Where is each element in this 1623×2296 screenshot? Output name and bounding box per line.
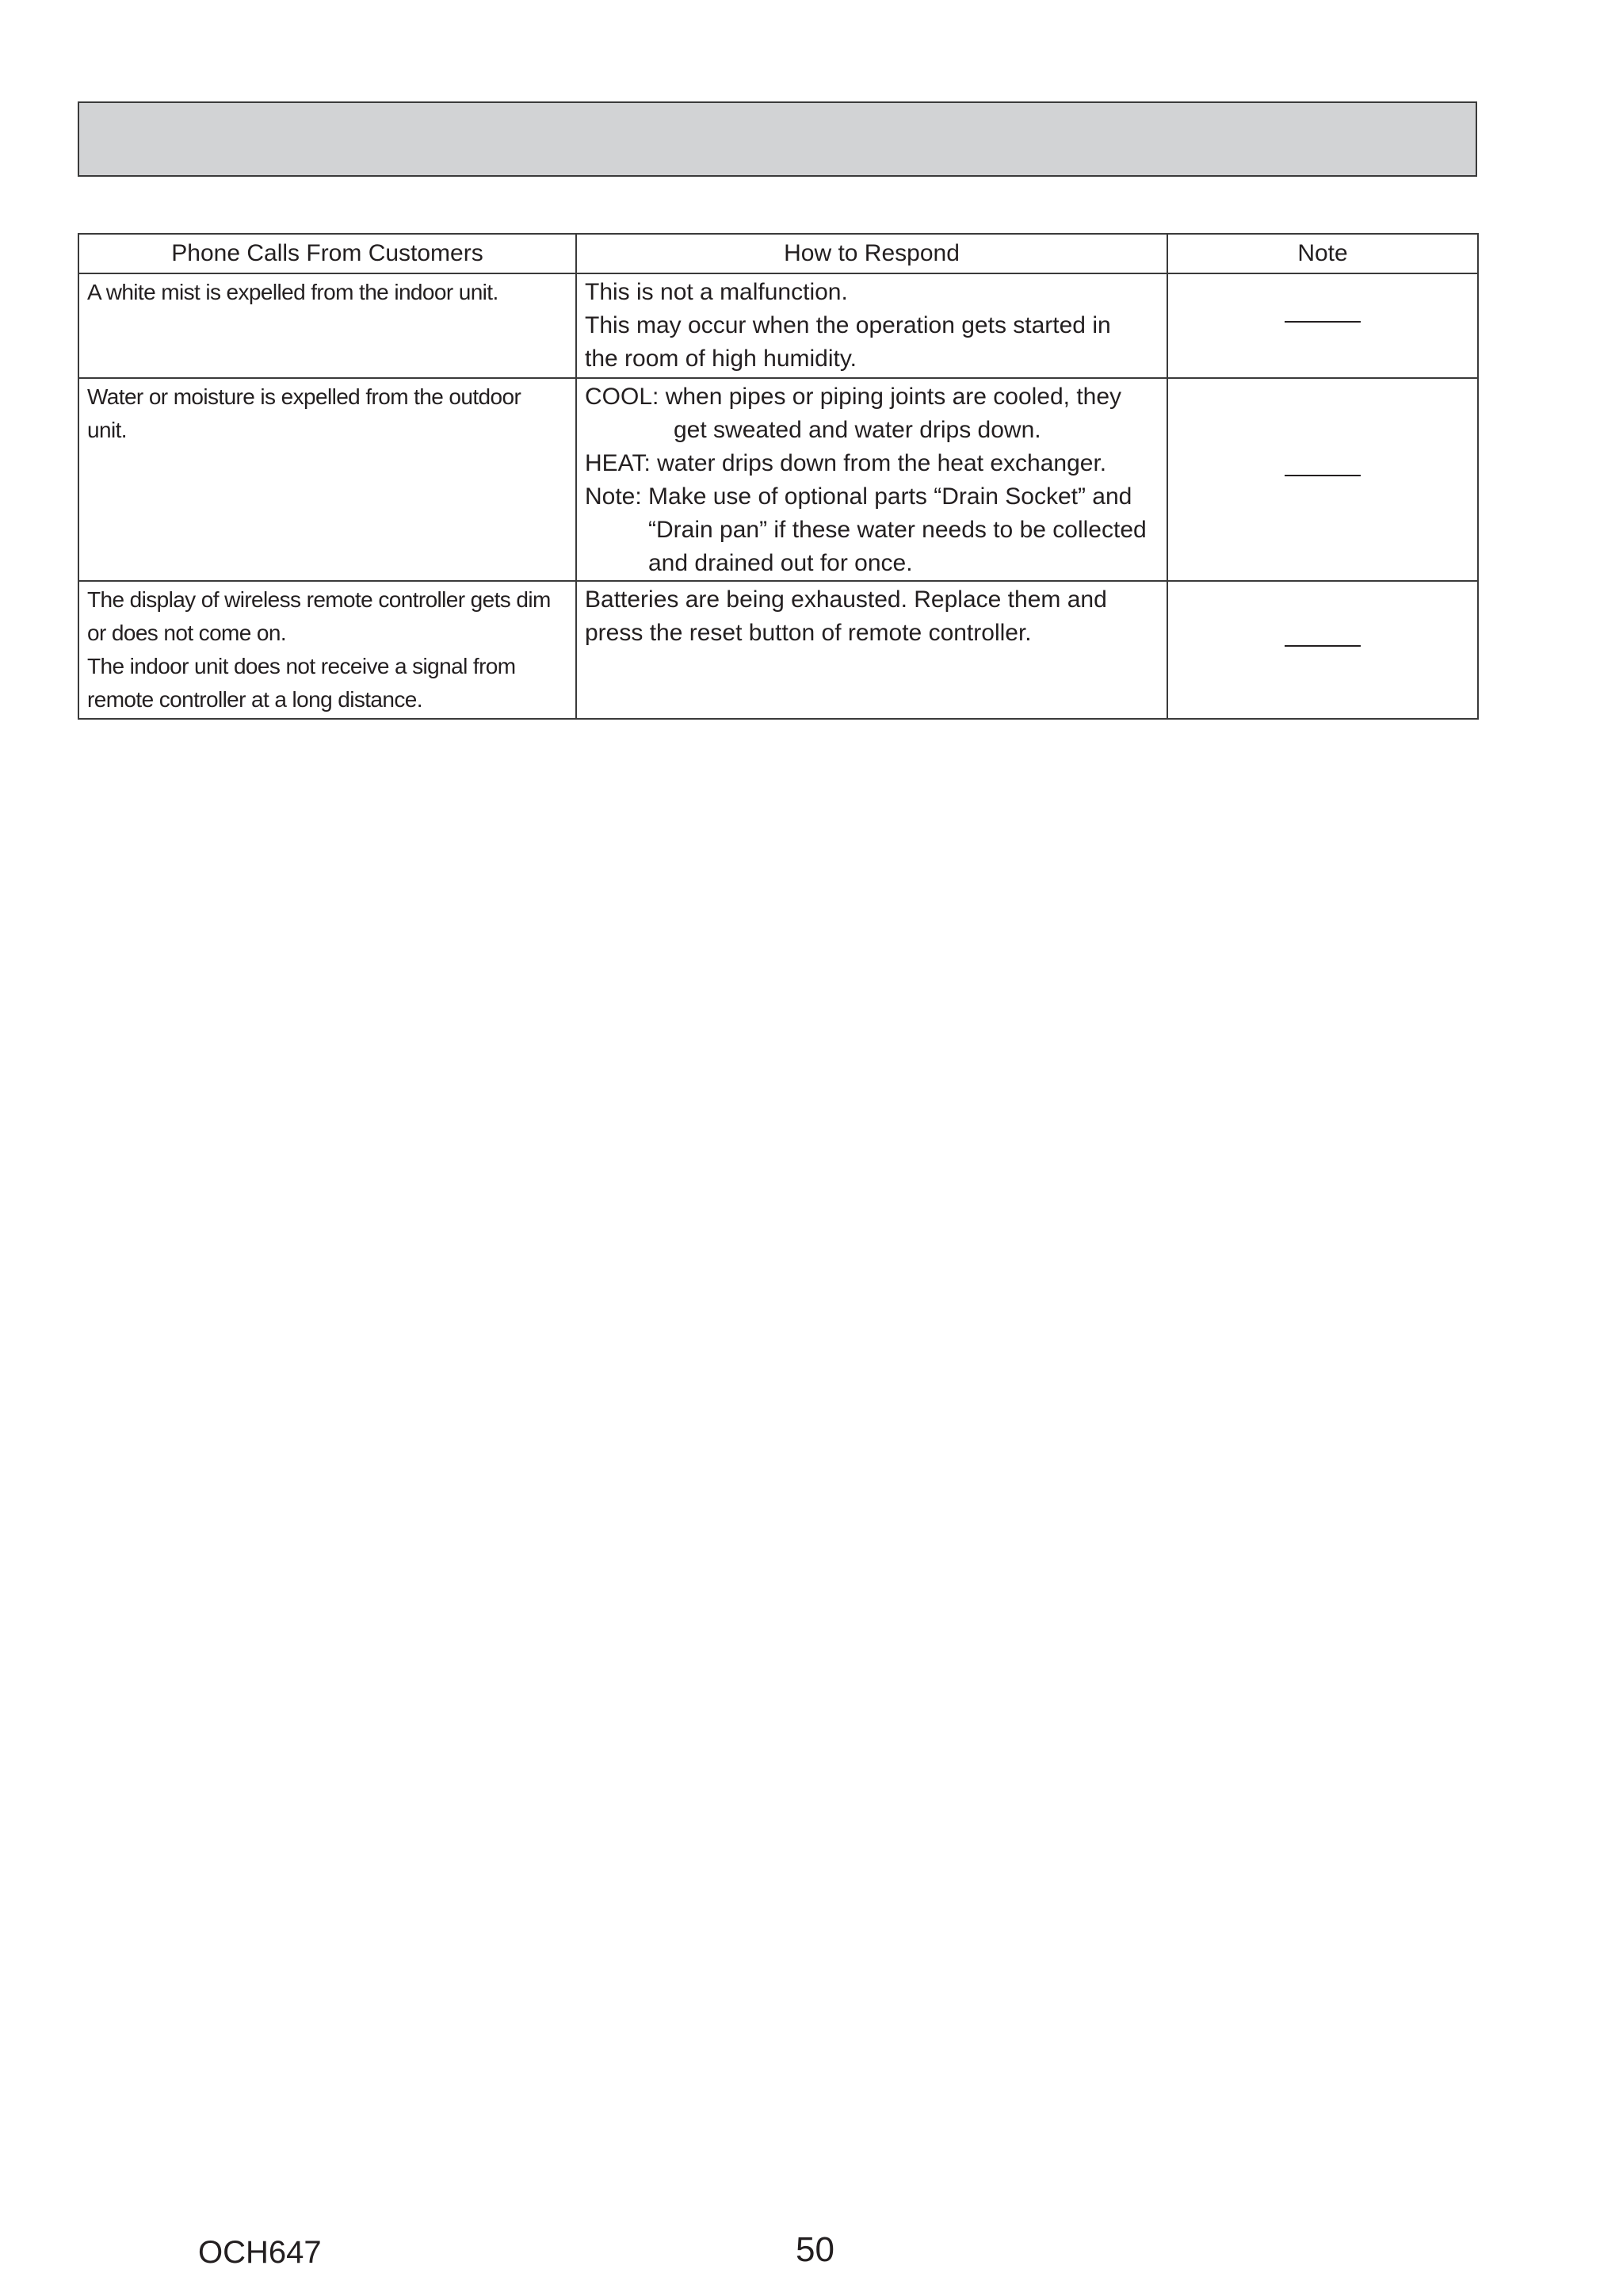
model-number: OCH647 [198,2235,322,2270]
call-line: A white mist is expelled from the indoor unit. [87,280,498,304]
call-cell [78,273,576,378]
respond-line: get sweated and water drips down. [674,417,1041,443]
respond-line: press the reset button of remote controller. [585,620,1032,646]
respond-cell [576,378,1167,581]
call-line: The indoor unit does not receive a signal from [87,654,516,678]
respond-line: Batteries are being exhausted. Replace them and [585,586,1107,613]
note-cell [1167,581,1478,719]
page-number: 50 [796,2230,834,2269]
respond-cell [576,273,1167,378]
respond-line: and drained out for once. [648,550,913,576]
section-header-bar [78,101,1477,177]
note-cell [1167,273,1478,378]
table-header-row [78,234,1478,273]
table-row [78,581,1478,719]
call-cell [78,581,576,719]
respond-line: This is not a malfunction. [585,279,848,305]
respond-line: HEAT: water drips down from the heat exchanger. [585,450,1107,476]
call-line: or does not come on. [87,621,287,645]
table-row [78,378,1478,581]
respond-line: “Drain pan” if these water needs to be collected [648,517,1147,543]
note-cell [1167,378,1478,581]
respond-line: This may occur when the operation gets started in [585,312,1111,338]
table-row [78,273,1478,378]
call-cell [78,378,576,581]
call-line: remote controller at a long distance. [87,687,422,712]
header-how-to-respond: How to Respond [576,234,1167,273]
respond-line: Note: Make use of optional parts “Drain Socket” and [585,483,1132,510]
respond-line: the room of high humidity. [585,346,857,372]
respond-line: COOL: when pipes or piping joints are cooled, they [585,384,1122,410]
customer-calls-table [78,233,1479,720]
call-line: The display of wireless remote controller gets dim [87,587,551,612]
note-dash [1285,321,1361,323]
header-note: Note [1167,234,1478,273]
call-line: Water or moisture is expelled from the outdoor [87,384,521,409]
header-phone-calls: Phone Calls From Customers [78,234,576,273]
note-dash [1285,475,1361,476]
call-line: unit. [87,418,127,442]
respond-cell [576,581,1167,719]
note-dash [1285,645,1361,647]
